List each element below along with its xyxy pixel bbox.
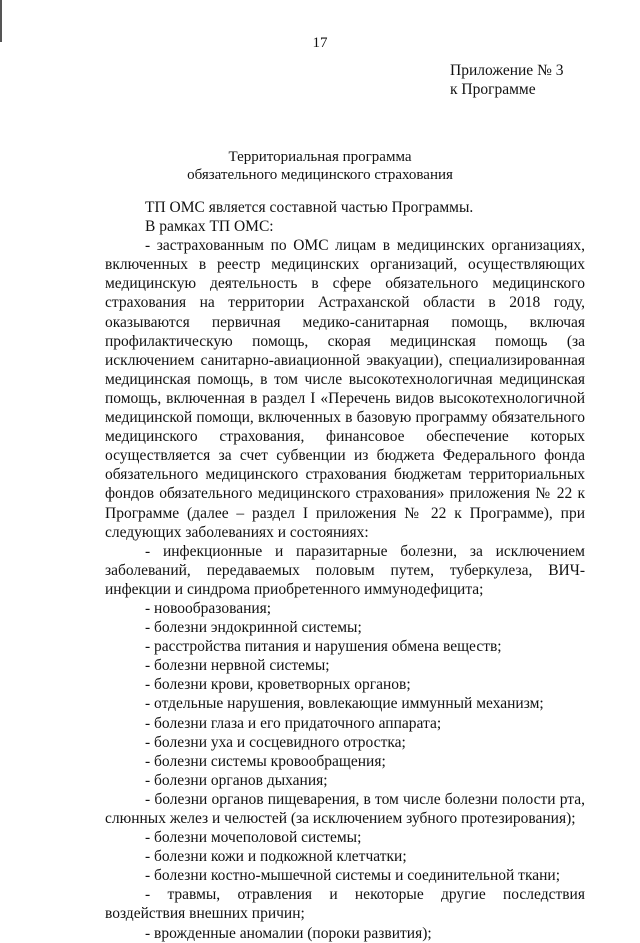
paragraph-intro: ТП ОМС является составной частью Программы. <box>145 199 474 216</box>
paragraph-scope: В рамках ТП ОМС: <box>145 218 274 236</box>
title-line-2: обязательного медицинского страхования <box>187 167 453 183</box>
list-item: - болезни системы кровообращения; <box>145 752 386 770</box>
list-item: - болезни органов дыхания; <box>145 771 328 789</box>
list-item: - болезни нервной системы; <box>145 657 330 675</box>
page-number: 17 <box>312 35 328 51</box>
appendix-header <box>450 61 563 99</box>
list-item: - травмы, отравления и некоторые другие последствия воздействия внешних причин; <box>105 886 585 923</box>
list-item: - отдельные нарушения, вовлекающие иммунный механизм; <box>145 695 544 713</box>
list-item: - инфекционные и паразитарные болезни, за исключением заболеваний, передаваемых половым путем, туберкулеза, ВИЧ-инфекции и синдрома приобретенного иммунодефицита; <box>105 542 585 598</box>
paragraph-main: - застрахованным по ОМС лицам в медицинских организациях, включенных в реестр медицинских организаций, осуществляющих медицинскую деятельность в сфере обязательного медицинского страхования на территории Астраханской области в 2018 году, оказываются первичная медико-санитарная помощь, включая профилактическую помощь, скорая медицинская помощь (за исключением санитарно-авиационной эвакуации), специализированная медицинская помощь, в том числе высокотехнологичная медицинская помощь, включенная в раздел I «Перечень видов высокотехнологичной медицинской помощи, включенных в базовую программу обязательного медицинского страхования, финансовое обеспечение которых осуществляется за счет субвенции из бюджета Федерального фонда обязательного медицинского страхования бюджетам территориальных фондов обязательного медицинского страхования» приложения № 22 к Программе (далее – раздел I приложения № 22 к Программе), при следующих заболеваниях и состояниях: <box>105 237 585 541</box>
list-item: - болезни мочеполовой системы; <box>145 829 362 847</box>
list-item: - болезни крови, кроветворных органов; <box>145 676 411 694</box>
list-item: - болезни глаза и его придаточного аппарата; <box>145 714 442 732</box>
list-item: - болезни эндокринной системы; <box>145 619 362 637</box>
list-item: - болезни кожи и подкожной клетчатки; <box>145 848 407 866</box>
list-item: - новообразования; <box>145 599 272 617</box>
list-item: - врожденные аномалии (пороки развития); <box>145 924 432 942</box>
document-body <box>105 198 585 943</box>
list-item: - расстройства питания и нарушения обмена веществ; <box>145 638 502 656</box>
appendix-line-2: к Программе <box>450 81 536 98</box>
document-title <box>0 148 640 184</box>
list-item: - болезни органов пищеварения, в том числе болезни полости рта, слюнных желез и челюстей (за исключением зубного протезирования); <box>105 790 585 827</box>
list-item: - болезни уха и сосцевидного отростка; <box>145 733 406 751</box>
appendix-line-1: Приложение № 3 <box>450 62 564 79</box>
title-line-1: Территориальная программа <box>228 149 412 165</box>
list-item: - болезни костно-мышечной системы и соединительной ткани; <box>145 867 561 885</box>
